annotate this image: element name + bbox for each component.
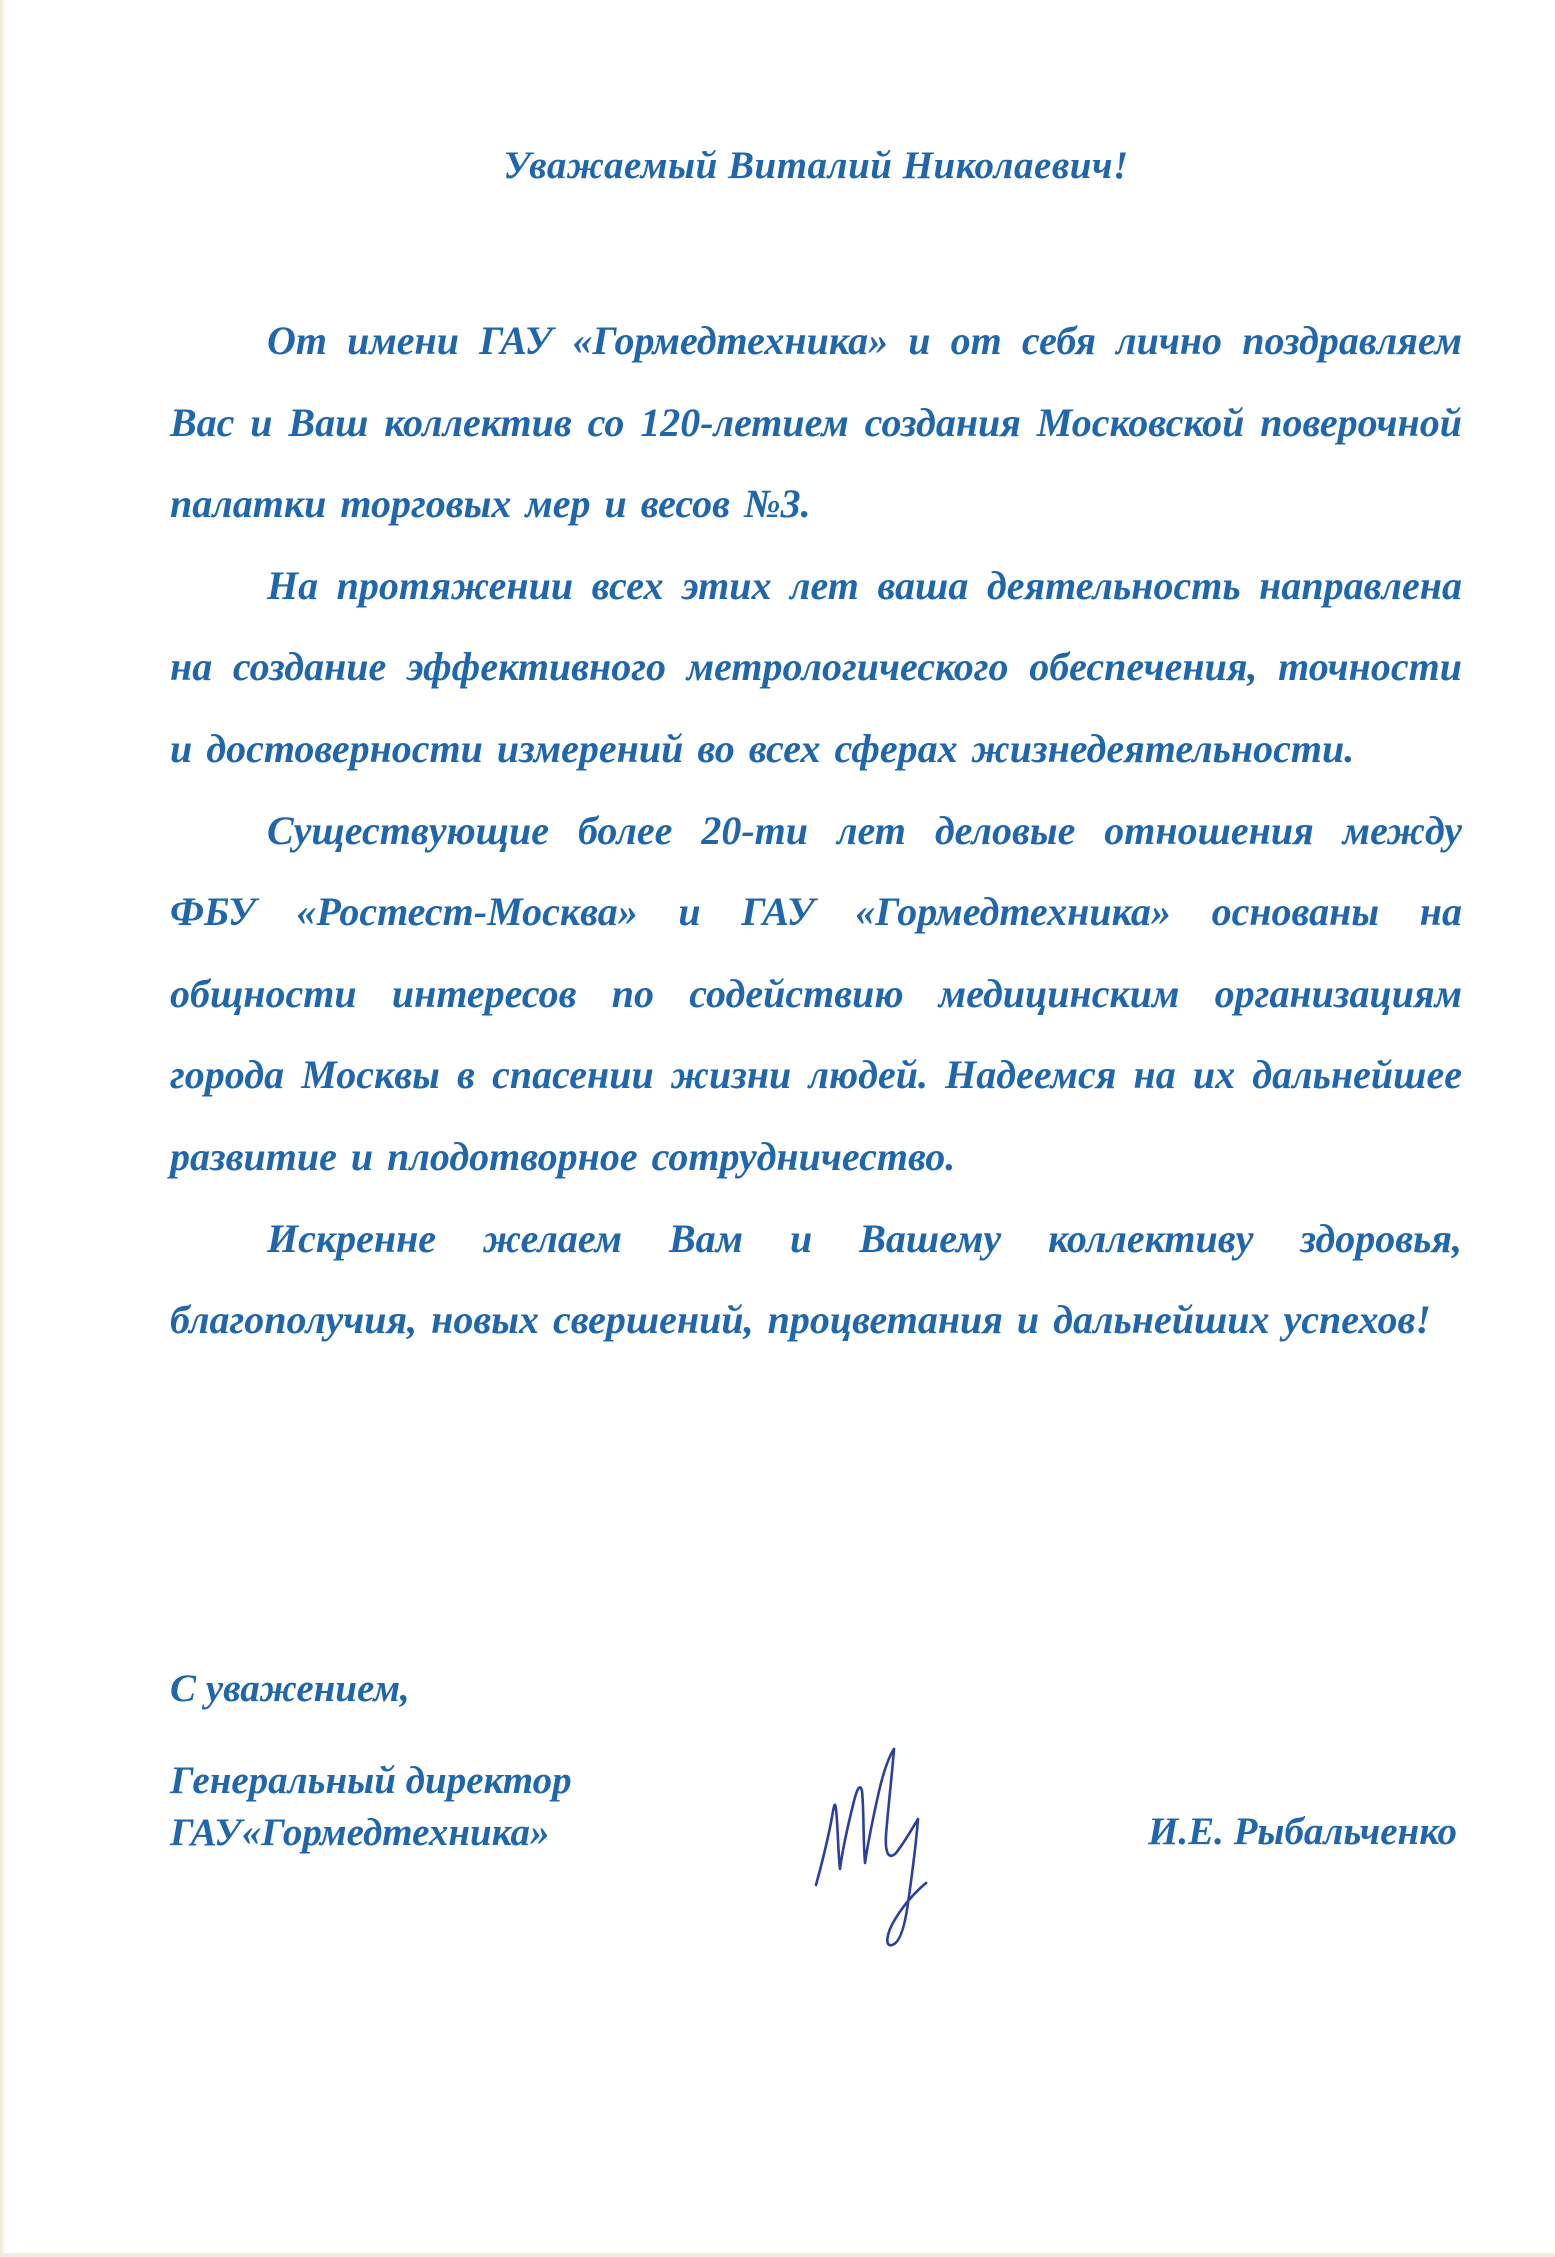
closing: С уважением, [170, 1667, 410, 1710]
scan-edge-left [0, 0, 6, 2257]
paragraph-partnership: Существующие более 20-ти лет деловые отношения между ФБУ «Ростест-Москва» и ГАУ «Гормедтехника» основаны на общности интересов по содействию медицинским организациям города Москвы в спасении жизни людей. Надеемся на их дальнейшее развитие и плодотворное сотрудничество. [170, 807, 1462, 1179]
position-line-title: Генеральный директор [170, 1759, 572, 1802]
paragraph-congratulation: От имени ГАУ «Гормедтехника» и от себя лично поздравляем Вас и Ваш коллектив со 120-летием создания Московской поверочной палатки торговых мер и весов №3. [170, 318, 1462, 527]
handwritten-signature [808, 1735, 953, 1950]
scan-edge-bottom [0, 2253, 1555, 2257]
signer-name: И.Е. Рыбальченко [1147, 1810, 1457, 1853]
salutation: Уважаемый Виталий Николаевич! [503, 144, 1129, 187]
letter-body [170, 300, 1462, 1361]
position-line-organization: ГАУ«Гормедтехника» [170, 1811, 550, 1854]
paragraph-wishes: Искренне желаем Вам и Вашему коллективу здоровья, благополучия, новых свершений, процветания и дальнейших успехов! [170, 1215, 1462, 1343]
signer-position [170, 1755, 572, 1859]
paragraph-activity: На протяжении всех этих лет ваша деятельность направлена на создание эффективного метрологического обеспечения, точности и достоверности измерений во всех сферах жизнедеятельности. [170, 562, 1462, 771]
